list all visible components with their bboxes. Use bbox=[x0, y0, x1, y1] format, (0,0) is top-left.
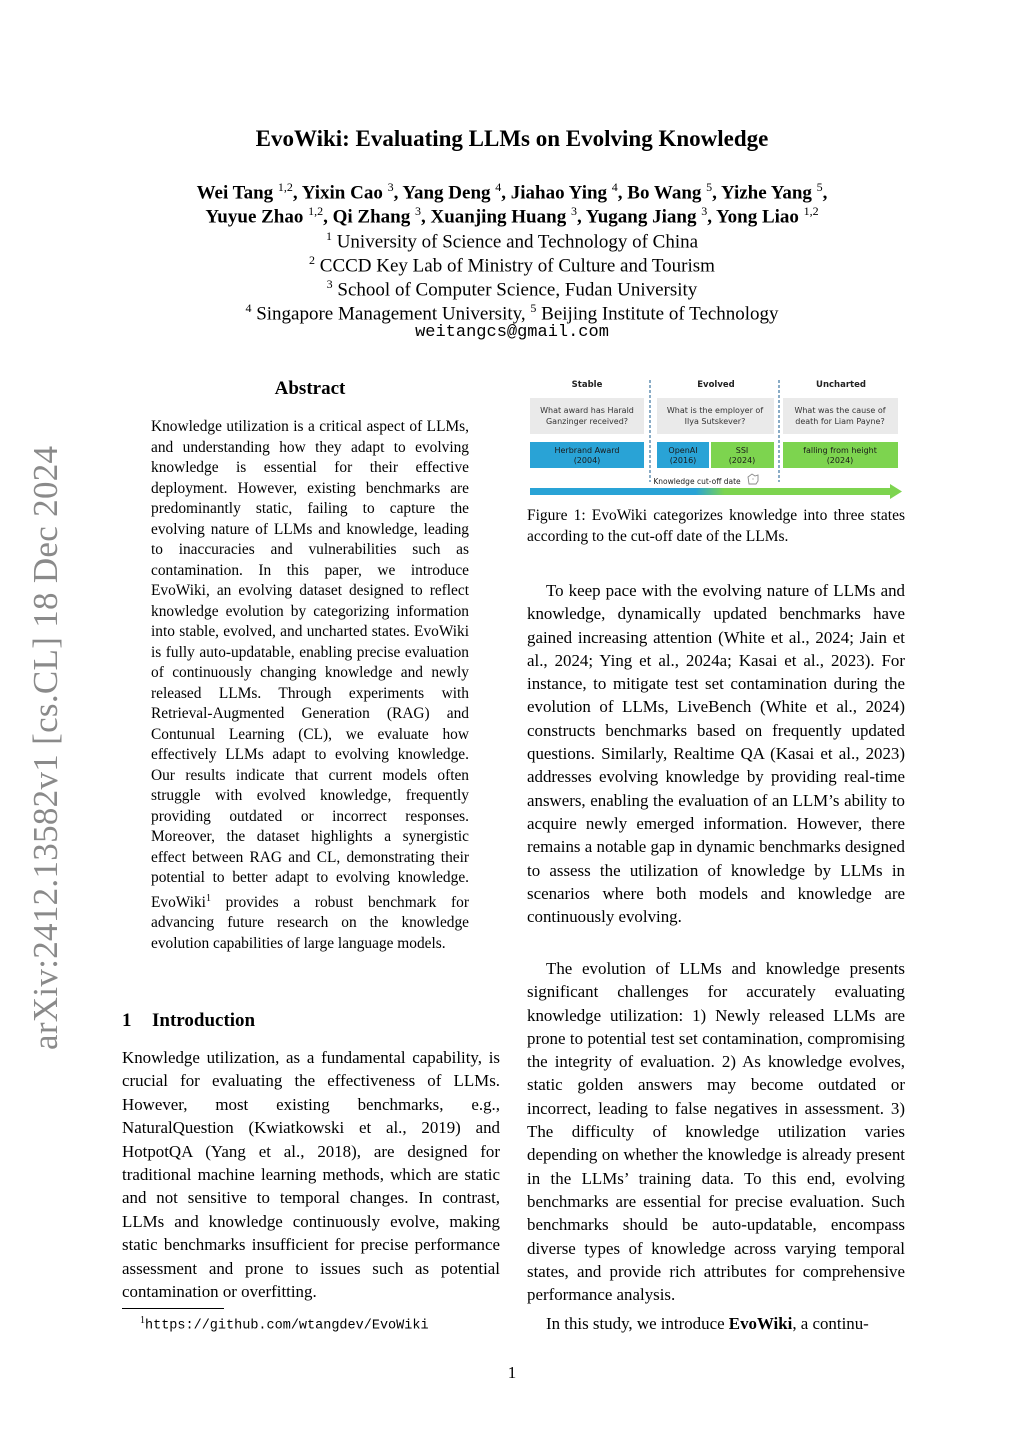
author-name: Wei Tang bbox=[196, 182, 274, 204]
cutoff-date-label: Knowledge cut-off date bbox=[653, 477, 741, 486]
footnote-mark: 1 bbox=[140, 1315, 145, 1326]
abstract-text: Knowledge utilization is a critical aspect of LLMs, and understanding how they adapt to evolving knowledge is essential for their effective deployment. However, existing benchmarks are predominantly static, failing to capture the evolving nature of LLMs and knowledge, leading to inaccuracies and vulnerabilities such as contamination. In this paper, we introduce EvoWiki, an evolving dataset designed to reflect knowledge evolution by categorizing information into stable, evolved, and uncharted states. EvoWiki is fully auto-updatable, enabling precise evaluation of continuously changing knowledge and newly released LLMs. Through experiments with Retrieval-Augmented Generation (RAG) and Contunual Learning (CL), we evaluate how effectively LLMs adapt to evolving knowledge. Our results indicate that current models often struggle with evolved knowledge, frequently providing outdated or incorrect responses. Moreover, the dataset highlights a synergistic effect between RAG and CL, demonstrating their potential to better adapt to evolving knowledge. EvoWiki bbox=[151, 418, 469, 911]
author-affiliation-mark: 4 bbox=[495, 180, 502, 194]
answer-evolved-old-line-1: OpenAI bbox=[668, 446, 698, 455]
abstract-text-continued: provides a robust benchmark for advancing future research on the knowledge evolution capabilities of large language models. bbox=[151, 893, 469, 952]
author-name: Jiahao Ying bbox=[510, 182, 608, 204]
footnote bbox=[140, 1315, 429, 1334]
author-affiliation-mark: 3 bbox=[570, 204, 577, 218]
intro-paragraph-2: To keep pace with the evolving nature of LLMs and knowledge, dynamically updated benchmarks have gained increasing attention (White et al., 2024; Jain et al., 2024; Ying et al., 2024a; Kasai et al., 2023). For instance, to mitigate test set contamination during the evolution of LLMs, LiveBench (White et al., 2024) constructs benchmarks based on frequently updated questions. Similarly, Realtime QA (Kasai et al., 2023) addresses evolving knowledge by providing real-time answers, enabling the evaluation of an LLM’s ability to acquire newly emerged information. However, there remains a notable gap in dynamic benchmarks designed to assess the utilization of knowledge by LLMs in scenarios where both models and knowledge are continuously evolving. bbox=[527, 581, 905, 927]
paragraph-emphasis: EvoWiki bbox=[728, 1314, 793, 1333]
author-affiliation-mark: 3 bbox=[387, 180, 394, 194]
affiliation-mark: 4 bbox=[245, 301, 252, 315]
author-affiliation-mark: 3 bbox=[415, 204, 421, 218]
affiliation-text: CCCD Key Lab of Ministry of Culture and Tourism bbox=[319, 255, 715, 277]
figure-1-diagram bbox=[527, 374, 907, 504]
question-box-uncharted bbox=[783, 398, 898, 434]
author-affiliation-mark: 1,2 bbox=[277, 180, 293, 194]
answer-evolved-old-line-2: (2016) bbox=[669, 456, 697, 465]
timeline-bar bbox=[530, 488, 890, 495]
author-affiliation-mark: 5 bbox=[816, 180, 823, 194]
figure-1-caption: Figure 1: EvoWiki categorizes knowledge into three states according to the cut-off date of the LLMs. bbox=[527, 507, 905, 545]
timeline-arrowhead-icon bbox=[890, 484, 902, 499]
paragraph-text: In this study, we introduce bbox=[546, 1314, 729, 1333]
answer-uncharted-line-1: falling from height bbox=[803, 446, 877, 455]
abstract-heading: Abstract bbox=[274, 378, 346, 399]
llm-mascot-icon bbox=[748, 474, 758, 484]
intro-paragraph-1: Knowledge utilization, as a fundamental capability, is crucial for evaluating the effectiveness of LLMs. However, most existing benchmarks, e.g., NaturalQuestion (Kwiatkowski et al., 2019) and HotpotQA (Yang et al., 2018), are designed for traditional machine learning methods, which are static and not sensitive to temporal changes. In contrast, LLMs and knowledge continuously evolve, making static benchmarks insufficient for precise performance assessment and prone to issues such as potential contamination or overfitting. bbox=[122, 1048, 500, 1302]
section-title: Introduction bbox=[152, 1010, 256, 1031]
affiliation-text: School of Computer Science, Fudan University bbox=[337, 279, 698, 301]
answer-uncharted-line-2: (2024) bbox=[826, 456, 854, 465]
affiliation-mark: 1 bbox=[325, 229, 332, 243]
column-header-uncharted: Uncharted bbox=[816, 380, 866, 390]
intro-paragraph-4 bbox=[527, 1312, 905, 1335]
question-uncharted-line-1: What was the cause of bbox=[794, 406, 886, 415]
page-number: 1 bbox=[507, 1363, 517, 1382]
affiliation-text: Beijing Institute of Technology bbox=[541, 303, 779, 325]
author-line-2: Yuyue Zhao $^{1,2}$, Qi Zhang $^3$, Xuanjing Huang $^3$, Yugang Jiang $^3$, Yong Liao $^{1,2}$ bbox=[205, 204, 819, 228]
question-uncharted-line-2: death for Liam Payne? bbox=[795, 417, 885, 426]
paragraph-text-continued: , a continu- bbox=[792, 1314, 869, 1333]
column-header-evolved: Evolved bbox=[697, 380, 735, 390]
column-header-stable: Stable bbox=[571, 380, 603, 390]
author-affiliation-mark: 3 bbox=[701, 204, 708, 218]
author-name: Yizhe Yang bbox=[720, 182, 812, 204]
author-affiliation-mark: 5 bbox=[706, 180, 713, 194]
abstract-body bbox=[151, 417, 469, 954]
contact-email[interactable]: weitangcs@gmail.com bbox=[415, 323, 609, 342]
author-name: Yang Deng bbox=[402, 182, 491, 204]
author-name: Yong Liao bbox=[716, 206, 799, 228]
question-stable-line-2: Ganzinger received? bbox=[545, 417, 629, 426]
footnote-reference[interactable]: 1 bbox=[205, 892, 211, 904]
affiliation-text: University of Science and Technology of China bbox=[336, 231, 699, 253]
author-name: Xuanjing Huang bbox=[430, 206, 567, 228]
section-number: 1 bbox=[122, 1010, 132, 1031]
answer-stable-line-1: Herbrand Award bbox=[554, 446, 620, 455]
question-box-stable bbox=[530, 398, 644, 434]
answer-evolved-new-line-1: SSI bbox=[735, 446, 749, 455]
question-box-evolved bbox=[657, 398, 774, 434]
author-line-1: Wei Tang $^{1,2}$, Yixin Cao $^3$, Yang Deng $^4$, Jiahao Ying $^4$, Bo Wang $^5$, Yizhe Yang $^5$, bbox=[196, 180, 828, 204]
answer-evolved-new-line-2: (2024) bbox=[728, 456, 756, 465]
question-evolved-line-2: Ilya Sutskever? bbox=[684, 417, 746, 426]
author-affiliation-mark: 1,2 bbox=[803, 204, 819, 218]
answer-stable-line-2: (2004) bbox=[573, 456, 601, 465]
intro-paragraph-3: The evolution of LLMs and knowledge presents significant challenges for accurately evaluating knowledge utilization: 1) Newly released LLMs are prone to potential test set contamination, compromising the integrity of evaluation. 2) As knowledge evolves, static golden answers may become outdated or incorrect, leading to false negatives in assessment. 3) The difficulty of knowledge utilization varies depending on whether the knowledge is already present in the LLMs’ training data. To this end, evolving benchmarks are essential for precise evaluation. Such benchmarks should be auto-updatable, encompass diverse types of knowledge across varying temporal states, and provide rich attributes for comprehensive performance analysis. bbox=[527, 959, 905, 1305]
author-name: Yuyue Zhao bbox=[205, 206, 304, 228]
affiliation-mark: 2 bbox=[309, 253, 316, 267]
question-stable-line-1: What award has Harald bbox=[540, 406, 634, 415]
author-affiliation-mark: 4 bbox=[611, 180, 618, 194]
author-name: Yugang Jiang bbox=[585, 206, 697, 228]
affiliation-mark: 5 bbox=[530, 301, 537, 315]
author-name: Bo Wang bbox=[627, 182, 702, 204]
footnote-url-link[interactable]: https://github.com/wtangdev/EvoWiki bbox=[145, 1318, 429, 1334]
paper-title: EvoWiki: Evaluating LLMs on Evolving Knowledge bbox=[255, 126, 769, 151]
footnote-divider bbox=[122, 1308, 224, 1309]
section-heading-introduction bbox=[122, 1010, 255, 1032]
affiliation-mark: 3 bbox=[326, 277, 333, 291]
arxiv-identifier: arXiv:2412.13582v1 [cs.CL] 18 Dec 2024 bbox=[26, 445, 65, 1050]
question-evolved-line-1: What is the employer of bbox=[666, 406, 764, 415]
author-name: Qi Zhang bbox=[332, 206, 411, 228]
affiliation-text: Singapore Management University, bbox=[256, 303, 526, 325]
author-affiliation-mark: 1,2 bbox=[308, 204, 324, 218]
author-name: Yixin Cao bbox=[301, 182, 383, 204]
